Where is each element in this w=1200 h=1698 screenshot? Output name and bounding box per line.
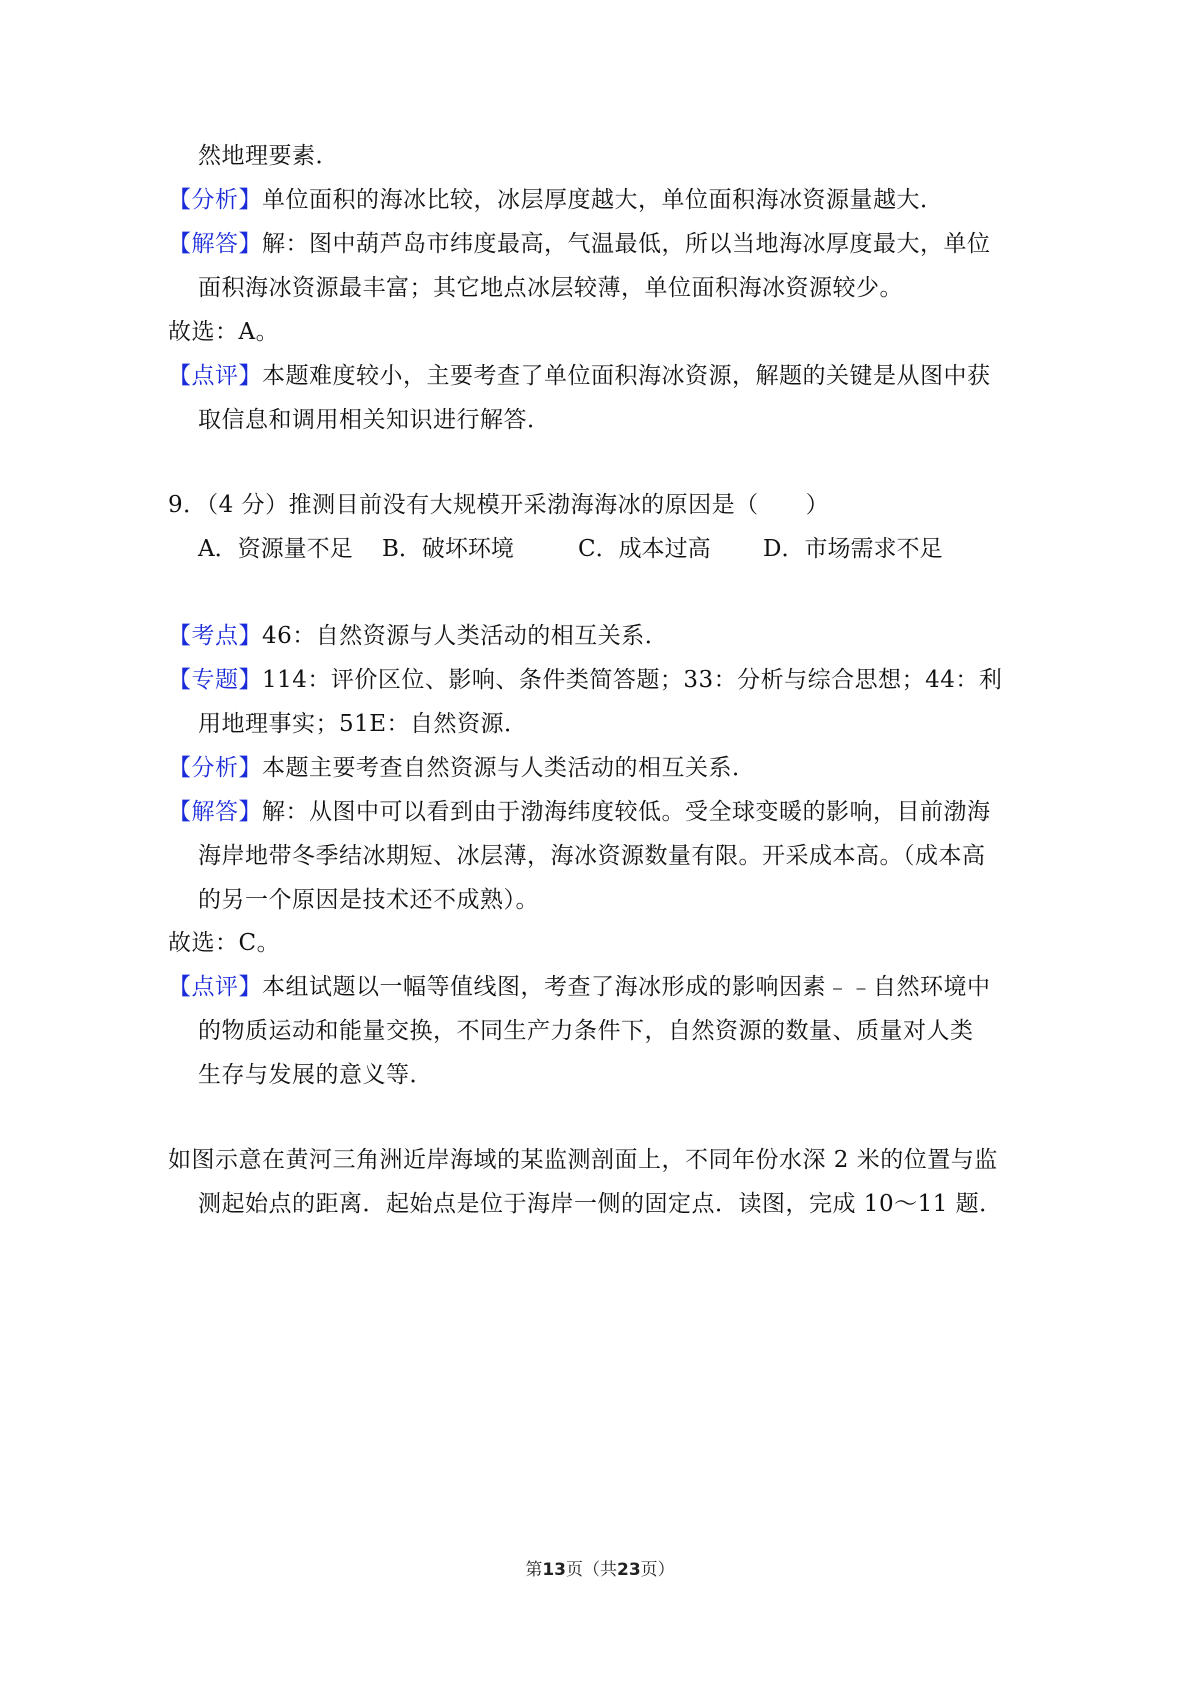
text-line: 的物质运动和能量交换，不同生产力条件下，自然资源的数量、质量对人类 [198,1018,974,1044]
option-d: D．市场需求不足 [763,536,943,562]
text-line: 海岸地带冬季结冰期短、冰层薄，海冰资源数量有限。开采成本高。（成本高 [198,843,986,869]
section-tag: 【专题】 [168,667,262,693]
analysis-line: 【分析】单位面积的海冰比较，冰层厚度越大，单位面积海冰资源量越大． [168,187,944,213]
intro-line: 测起始点的距离．起始点是位于海岸一侧的固定点．读图，完成 10～11 题． [198,1191,1003,1217]
text-line: 用地理事实；51E：自然资源． [198,711,528,737]
option-b: B．破坏环境 [382,536,514,562]
zhuanti-line: 【专题】114：评价区位、影响、条件类简答题；33：分析与综合思想；44：利 [168,667,1003,693]
text-line: 的另一个原因是技术还不成熟）。 [198,887,539,913]
text-line: 面积海冰资源最丰富；其它地点冰层较薄，单位面积海冰资源较少。 [198,275,903,301]
section-tag: 【解答】 [168,799,262,825]
section-tag: 【分析】 [168,755,262,781]
option-a: A．资源量不足 [198,536,353,562]
intro-line: 如图示意在黄河三角洲近岸海域的某监测剖面上，不同年份水深 2 米的位置与监 [168,1147,998,1173]
text-line: 然地理要素． [198,143,339,169]
kaodian-line: 【考点】46：自然资源与人类活动的相互关系． [168,623,669,649]
analysis-line: 【分析】本题主要考查自然资源与人类活动的相互关系． [168,755,756,781]
section-tag: 【分析】 [168,187,262,213]
text-line: 取信息和调用相关知识进行解答． [198,407,551,433]
text-line: 生存与发展的意义等． [198,1062,433,1088]
section-tag: 【解答】 [168,231,262,257]
section-tag: 【考点】 [168,623,262,649]
section-tag: 【点评】 [168,363,262,389]
option-c: C．成本过高 [578,536,711,562]
comment-line: 【点评】本题难度较小，主要考查了单位面积海冰资源，解题的关键是从图中获 [168,363,991,389]
answer-line: 故选：C。 [168,930,281,956]
comment-line: 【点评】本组试题以一幅等值线图，考查了海冰形成的影响因素﹣﹣自然环境中 [168,974,991,1000]
answer-line: 故选：A。 [168,319,280,345]
section-tag: 【点评】 [168,974,262,1000]
solution-line: 【解答】解：图中葫芦岛市纬度最高，气温最低，所以当地海冰厚度最大，单位 [168,231,991,257]
solution-line: 【解答】解：从图中可以看到由于渤海纬度较低。受全球变暖的影响，目前渤海 [168,799,991,825]
question-stem: 9．（4 分）推测目前没有大规模开采渤海海冰的原因是（ ） [168,492,830,518]
page-footer: 第13页（共23页） [525,1560,675,1580]
